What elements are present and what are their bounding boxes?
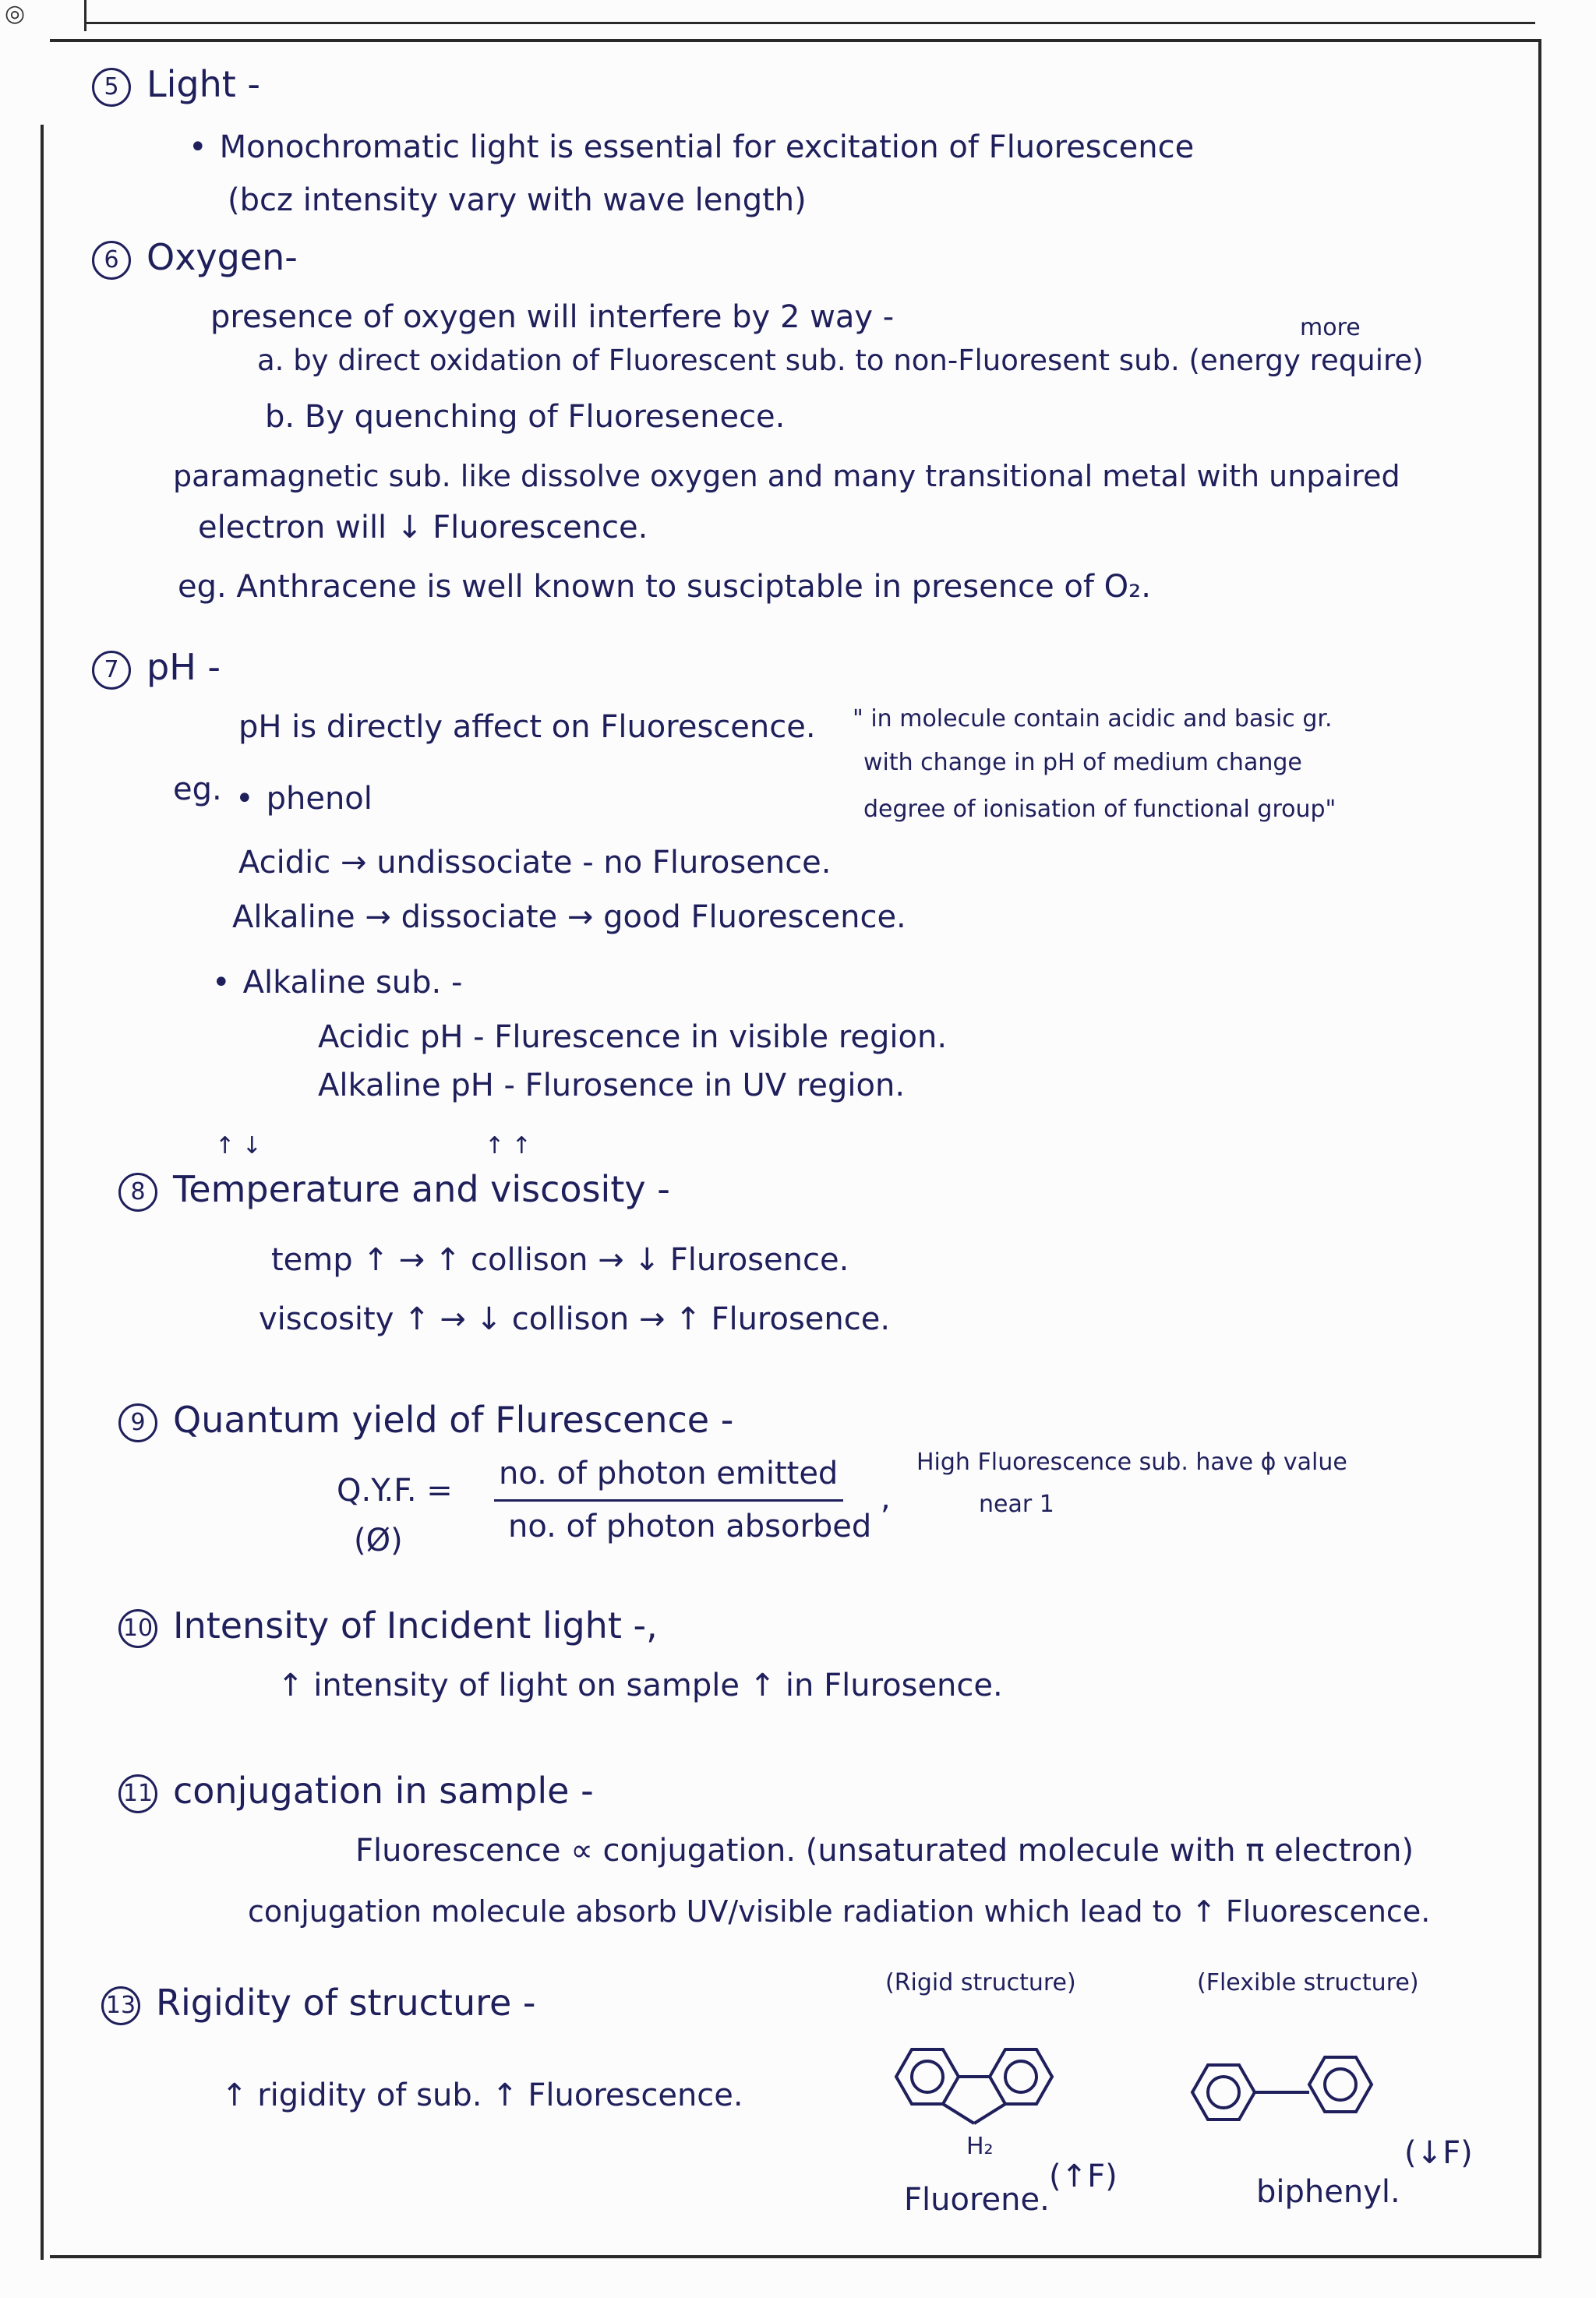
section-number: 9 [118, 1403, 157, 1442]
biphenyl-tag: (↓F) [1404, 2135, 1473, 2171]
section-5-heading [92, 64, 260, 107]
s9-lhs: Q.Y.F. = [337, 1473, 453, 1509]
s6-example: eg. Anthracene is well known to susciptable in presence of O₂. [178, 569, 1151, 605]
s6-para-line2: electron will ↓ Fluorescence. [198, 510, 648, 545]
s6-point-a: a. by direct oxidation of Fluorescent sub. to non-Fluoresent sub. (energy require) [257, 344, 1424, 377]
section-number: 11 [118, 1774, 157, 1813]
s9-note-line1: High Fluorescence sub. have ϕ value [916, 1449, 1347, 1476]
s9-numerator: no. of photon emitted [499, 1456, 839, 1491]
s7-note-line2: with change in pH of medium change [863, 749, 1302, 776]
s8-temp-arrows: ↑ ↓ [215, 1132, 262, 1160]
top-tick [84, 0, 87, 31]
s8-line1: temp ↑ → ↑ collison → ↓ Flurosence. [271, 1242, 849, 1278]
s10-line1: ↑ intensity of light on sample ↑ in Flurosence. [277, 1668, 1003, 1703]
s6-intro: presence of oxygen will interfere by 2 way - [210, 299, 895, 335]
section-number: 10 [118, 1609, 157, 1648]
fluorene-tag: (↑F) [1049, 2159, 1118, 2194]
section-13-heading [101, 1982, 536, 2025]
section-9-heading [118, 1400, 733, 1442]
section-title: Oxygen- [147, 236, 298, 278]
s9-denominator: no. of photon absorbed [508, 1509, 872, 1544]
s6-point-b: b. By quenching of Fluoresenece. [265, 399, 786, 435]
s7-alkaline-sub-acidic: Acidic pH - Flurescence in visible region. [318, 1019, 948, 1055]
section-title: Light - [147, 63, 261, 105]
s13-line1: ↑ rigidity of sub. ↑ Fluorescence. [221, 2077, 743, 2113]
top-rule [86, 22, 1535, 24]
s7-acidic: Acidic → undissociate - no Flurosence. [238, 845, 832, 881]
section-8-heading [118, 1169, 670, 1212]
s7-eg-label: eg. [173, 771, 222, 807]
biphenyl-structure [1177, 2049, 1411, 2135]
s7-note-line3: degree of ionisation of functional group" [863, 796, 1336, 823]
fluorene-label: Fluorene. [904, 2182, 1050, 2218]
s7-alkaline-sub-alkaline: Alkaline pH - Flurosence in UV region. [318, 1068, 906, 1103]
s13-flexible-label: (Flexible structure) [1197, 1969, 1419, 1996]
section-title: Rigidity of structure - [156, 1982, 536, 2024]
fluorene-ch2-label: H₂ [966, 2133, 994, 2160]
s9-note-line2: near 1 [979, 1491, 1054, 1518]
s7-alkaline-sub: • Alkaline sub. - [212, 965, 462, 1001]
section-number: 6 [92, 241, 131, 280]
section-number: 7 [92, 651, 131, 690]
s13-rigid-label: (Rigid structure) [885, 1969, 1076, 1996]
s8-line2: viscosity ↑ → ↓ collison → ↑ Flurosence. [259, 1301, 891, 1337]
section-number: 13 [101, 1986, 140, 2025]
section-number: 8 [118, 1173, 157, 1212]
section-title: Intensity of Incident light -, [173, 1604, 658, 1647]
biphenyl-label: biphenyl. [1256, 2174, 1400, 2210]
section-7-heading [92, 647, 221, 690]
s11-line2: conjugation molecule absorb UV/visible radiation which lead to ↑ Fluorescence. [248, 1894, 1431, 1929]
s6-more-note: more [1300, 314, 1361, 341]
section-11-heading [118, 1770, 594, 1813]
s5-line2: (bcz intensity vary with wave length) [228, 182, 807, 218]
section-title: Quantum yield of Flurescence - [173, 1399, 734, 1441]
s7-note-line1: " in molecule contain acidic and basic gr. [853, 705, 1333, 732]
s8-viscosity-arrows: ↑ ↑ [485, 1132, 531, 1160]
section-title: pH - [147, 646, 221, 688]
s7-alkaline: Alkaline → dissociate → good Fluorescence. [232, 899, 906, 935]
s7-line1: pH is directly affect on Fluorescence. [238, 709, 816, 745]
left-margin-rule [41, 125, 44, 2260]
section-title: Temperature and viscosity - [173, 1168, 670, 1210]
s11-line1: Fluorescence ∝ conjugation. (unsaturated molecule with π electron) [355, 1833, 1414, 1869]
s6-para-line1: paramagnetic sub. like dissolve oxygen and many transitional metal with unpaired [173, 459, 1400, 493]
fraction-bar [494, 1499, 843, 1502]
section-6-heading [92, 237, 298, 280]
s7-phenol: • phenol [235, 781, 373, 817]
s5-line1: • Monochromatic light is essential for excitation of Fluorescence [189, 129, 1194, 165]
section-number: 5 [92, 68, 131, 107]
s9-phi: (Ø) [354, 1523, 403, 1558]
section-10-heading [118, 1605, 658, 1648]
s9-comma: , [881, 1481, 891, 1516]
section-title: conjugation in sample - [173, 1770, 594, 1812]
corner-mark: ◎ [5, 0, 26, 27]
